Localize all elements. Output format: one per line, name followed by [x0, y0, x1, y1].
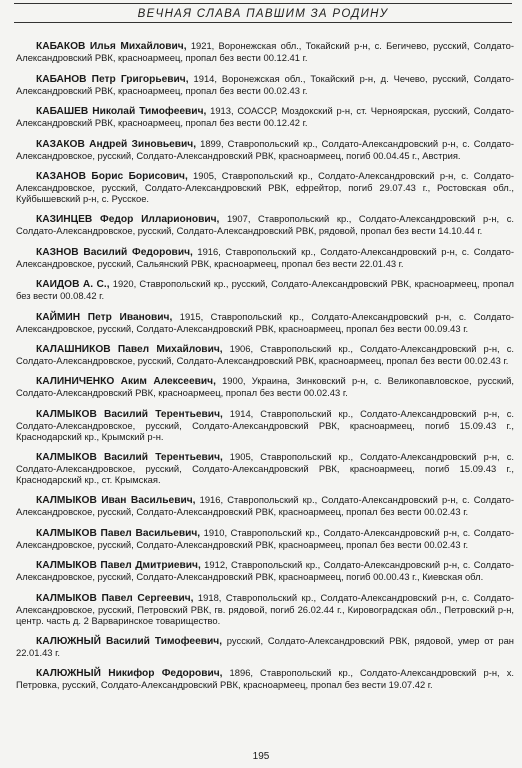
entry-name: КАЛМЫКОВ Павел Дмитриевич, [36, 560, 201, 572]
entry-name: КАБАНОВ Петр Григорьевич, [36, 73, 189, 85]
running-header [14, 3, 512, 23]
entry-details: 1913, СОАССР, Моздокский р-н, ст. Черноярская, русский, Солдато-Александровский РВК, красноармеец, пропал без вести 00.12.42 г. [16, 105, 514, 129]
memorial-entry [16, 40, 514, 63]
entry-details: 1918, Ставропольский кр., Солдато-Александровский р-н, с. Солдато-Александровское, русский, Петровский РВК, гв. рядовой, погиб 26.02.44 г., Кировоградская обл., Петровский р-н, центр. часть д. 2 Варваринское товарищество. [16, 591, 514, 626]
entry-name: КАИДОВ А. С., [36, 279, 110, 291]
memorial-entries-list [16, 31, 514, 700]
entry-name: КАЛИНИЧЕНКО Аким Алексеевич, [36, 376, 216, 388]
memorial-entry [16, 375, 514, 398]
entry-name: КАЛМЫКОВ Павел Васильевич, [36, 527, 201, 539]
memorial-entry [16, 246, 514, 269]
memorial-entry [16, 343, 514, 366]
memorial-entry [16, 408, 514, 442]
entry-details: 1921, Воронежская обл., Токайский р-н, с. Бегичево, русский, Солдато-Александровский РВК, красноармеец, пропал без вести 00.12.41 г. [16, 40, 514, 64]
entry-details: 1914, Воронежская обл., Токайский р-н, д. Чечево, русский, Солдато-Александровский РВК, красноармеец, пропал без вести 00.02.43 г. [16, 72, 515, 96]
entry-details: 1915, Ставропольский кр., Солдато-Александровский р-н, с. Солдато-Александровское, русский, Солдато-Александровский РВК, красноармеец, пропал без вести 00.09.43 г. [16, 310, 514, 334]
entry-details: 1899, Ставропольский кр., Солдато-Александровский р-н, с. Солдато-Александровское, русский, Солдато-Александровский РВК, красноармеец, погиб 00.04.45 г., Австрия. [16, 137, 514, 161]
memorial-entry [16, 592, 514, 626]
header-title: ВЕЧНАЯ СЛАВА ПАВШИМ ЗА РОДИНУ [137, 8, 389, 20]
page-number: 195 [252, 751, 270, 762]
memorial-entry [16, 527, 514, 550]
entry-name: КАЙМИН Петр Иванович, [36, 311, 173, 323]
entry-name: КАЛЮЖНЫЙ Никифор Федорович, [36, 668, 223, 680]
entry-name: КАЛМЫКОВ Василий Терентьевич, [36, 408, 223, 420]
entry-name: КАЗИНЦЕВ Федор Илларионович, [36, 214, 220, 226]
entry-name: КАЛАШНИКОВ Павел Михайлович, [36, 343, 223, 355]
entry-details: 1906, Ставропольский кр., Солдато-Александровский р-н, с. Солдато-Александровское, русский, Солдато-Александровский РВК, красноармеец, пропал без вести 00.02.43 г. [16, 342, 514, 366]
entry-details: 1916, Ставропольский кр., Солдато-Александровский р-н, с. Солдато-Александровское, русский, Сальянский РВК, красноармеец, пропал без вести 22.01.43 г. [16, 245, 514, 269]
entry-name: КАЛМЫКОВ Василий Терентьевич, [36, 452, 223, 464]
memorial-entry [16, 494, 514, 517]
memorial-entry [16, 73, 514, 96]
entry-name: КАЛЮЖНЫЙ Василий Тимофеевич, [36, 636, 223, 648]
entry-details: 1900, Украина, Зинковский р-н, с. Великопавловское, русский, Солдато-Александровский РВК, красноармеец, пропал без вести 00.02.43 г. [16, 375, 514, 399]
memorial-entry [16, 170, 514, 204]
entry-name: КАБАШЕВ Николай Тимофеевич, [36, 106, 207, 118]
memorial-entry [16, 559, 514, 582]
memorial-entry [16, 213, 514, 236]
entry-name: КАБАКОВ Илья Михайлович, [36, 41, 187, 53]
memorial-entry [16, 311, 514, 334]
entry-name: КАЗАНОВ Борис Борисович, [36, 170, 188, 182]
entry-details: русский, Солдато-Александровский РВК, рядовой, умер от ран 22.01.43 г. [16, 635, 514, 659]
entry-details: 1912, Ставропольский кр., Солдато-Александровский р-н, с. Солдато-Александровское, русский, Солдато-Александровский РВК, красноармеец, погиб 00.00.43 г., Киевская обл. [16, 559, 514, 583]
memorial-entry [16, 138, 514, 161]
entry-details: 1920, Ставропольский кр., русский, Солдато-Александровский РВК, красноармеец, пропал без вести 00.08.42 г. [16, 278, 514, 302]
memorial-entry [16, 667, 514, 690]
memorial-entry [16, 451, 514, 485]
memorial-entry [16, 105, 514, 128]
memorial-entry [16, 278, 514, 301]
entry-name: КАЗАКОВ Андрей Зиновьевич, [36, 138, 197, 150]
entry-details: 1916, Ставропольский кр., Солдато-Александровский р-н, с. Солдато-Александровское, русский, Солдато-Александровский РВК, красноармеец, пропал без вести 00.02.43 г. [16, 494, 515, 518]
entry-details: 1907, Ставропольский кр., Солдато-Александровский р-н, с. Солдато-Александровское, русский, Солдато-Александровский РВК, рядовой, пропал без вести 14.10.44 г. [16, 213, 514, 237]
entry-details: 1914, Ставропольский кр., Солдато-Александровский р-н, с. Солдато-Александровское, русский, Солдато-Александровский РВК, красноармеец, погиб 15.09.43 г., Краснодарский кр., Крымский р-н. [16, 407, 514, 442]
entry-name: КАЗНОВ Василий Федорович, [36, 246, 193, 258]
entry-name: КАЛМЫКОВ Павел Сергеевич, [36, 592, 194, 604]
entry-details: 1896, Ставропольский кр., Солдато-Александровский р-н, х. Петровка, русский, Солдато-Александровский РВК, красноармеец, пропал без вести 19.07.42 г. [16, 667, 514, 691]
entry-details: 1910, Ставропольский кр., Солдато-Александровский р-н, с. Солдато-Александровское, русский, Солдато-Александровский РВК, красноармеец, пропал без вести 00.02.43 г. [16, 526, 515, 550]
entry-details: 1905, Ставропольский кр., Солдато-Александровский р-н, с. Солдато-Александровское, русский, Солдато-Александровский РВК, ефрейтор, погиб 29.07.43 г., Ростовская обл., Куйбышевский р-н, с. Русское. [16, 169, 514, 204]
memorial-entry [16, 635, 514, 658]
entry-details: 1905, Ставропольский кр., Солдато-Александровский р-н, с. Солдато-Александровское, русский, Солдато-Александровский РВК, красноармеец, погиб 15.09.43 г., Краснодарский кр., ст. Крымская. [16, 451, 514, 486]
entry-name: КАЛМЫКОВ Иван Васильевич, [36, 495, 196, 507]
